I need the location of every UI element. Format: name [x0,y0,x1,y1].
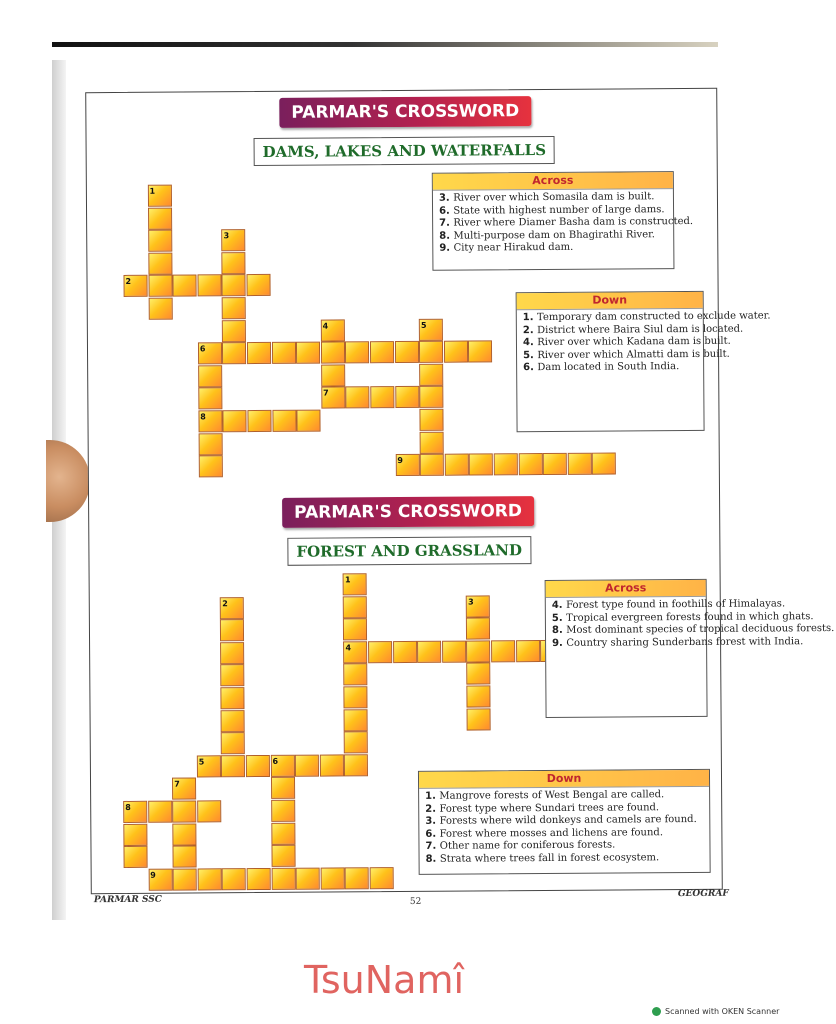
scanner-logo-icon [652,1007,661,1016]
clue-number-label: 3 [468,597,474,607]
crossword-cell [221,665,245,687]
scanner-credit [652,1007,779,1016]
clue-text: Forest type where Sundari trees are found. [439,801,660,815]
footer-left: PARMAR SSC [93,894,162,906]
clue-item [523,348,730,362]
crossword-cell [370,341,394,363]
crossword-cell [271,777,295,799]
crossword-cell [419,364,443,386]
crossword-cell [469,454,493,476]
clue-number-label: 5 [198,757,205,767]
crossword-cell [370,386,394,408]
clue-item [523,361,699,375]
crossword-cell [123,823,147,845]
crossword-cell [344,709,368,731]
crossword-cell [419,341,443,363]
crossword-cell [271,868,295,890]
crossword-cell [343,596,367,618]
clue-number-label: 4 [322,321,329,331]
crossword-cell [296,867,320,889]
crossword-cell [199,455,223,477]
clue-number-label: 5 [420,320,427,330]
crossword-cell [344,686,368,708]
crossword-cell [346,387,370,409]
clue-text: State with highest number of large dams. [453,203,665,217]
clue-item [425,789,705,803]
clue-item [551,610,814,625]
clue-number: 6. [523,362,538,374]
clue-number: 3. [438,192,454,204]
crossword-cell [221,687,245,709]
clue-number-label: 2 [125,277,132,287]
crossword-cell [419,386,443,408]
crossword-cell [197,868,221,890]
puzzle1-down-box [516,291,771,432]
crossword-cell [321,364,345,386]
crossword-cell [247,410,271,432]
crossword-cell [368,641,392,663]
crossword-cell [518,453,542,475]
crossword-cell [148,230,172,252]
clue-number-label: 1 [149,186,156,196]
crossword-cell [344,731,368,753]
clue-number-label: 2 [222,598,228,608]
scanner-text: Scanned with OKEN Scanner [665,1007,780,1016]
crossword-cell [197,800,221,822]
clue-text: Forests where wild donkeys and camels are found. [439,813,697,827]
puzzle2-across-box [545,579,835,718]
clue-text: River over which Kadana dam is built. [537,335,731,349]
puzzle2-across-list [546,597,835,652]
clue-number: 1. [522,312,538,324]
crossword-cell [344,754,368,776]
clue-number: 8. [551,624,567,636]
clue-text: Multi-purpose dam on Bhagirathi River. [453,228,656,242]
crossword-cell [247,868,271,890]
crossword-cell [491,640,515,662]
crossword-cell [393,641,417,663]
clue-text: Temporary dam constructed to exclude water. [537,310,771,324]
clue-text: River over which Almatti dam is built. [537,348,730,361]
puzzle2-down-box [418,769,711,875]
crossword-cell [344,664,368,686]
crossword-cell [246,274,270,296]
crossword-cell [445,454,469,476]
clue-number: 2. [522,324,538,336]
watermark-text: TsuNamî [303,958,465,1002]
crossword-cell [343,618,367,640]
clue-number-label: 4 [345,643,352,653]
crossword-cell [395,386,419,408]
clue-text: River over which Somasila dam is built. [453,191,655,204]
clue-number-label: 8 [125,802,131,812]
puzzle1-down-list [517,309,771,377]
crossword-cell [592,453,616,475]
puzzle1-banner: PARMAR'S CROSSWORD [279,96,531,128]
footer-right: GEOGRAF [677,888,729,900]
clue-number: 9. [552,637,567,649]
crossword-cell [222,868,246,890]
crossword-cell [123,846,147,868]
crossword-cell [442,640,466,662]
clue-text: Forest type found in foothills of Himalayas. [566,598,786,611]
puzzle2-banner: PARMAR'S CROSSWORD [282,496,534,528]
clue-item [426,851,706,865]
crossword-cell [173,846,197,868]
clue-number: 3. [425,815,440,827]
clue-number-label: 1 [344,575,351,585]
crossword-cell [345,867,369,889]
clue-item [439,241,669,255]
scan-top-edge [52,42,718,47]
crossword-cell [444,341,468,363]
crossword-cell [221,710,245,732]
crossword-cell [321,342,345,364]
clue-item [552,635,804,650]
crossword-cell [467,685,491,707]
crossword-cell [148,801,172,823]
crossword-cell [272,342,296,364]
book-page [85,88,835,907]
clue-text: Country sharing Sunderbans forest with India. [566,635,804,649]
clue-text: Other name for coniferous forests. [439,839,616,852]
crossword-cell [172,800,196,822]
crossword-cell [320,754,344,776]
crossword-cell [148,207,172,229]
clue-number: 9. [439,242,454,254]
crossword-cell [173,868,197,890]
clue-number: 8. [439,230,454,242]
crossword-cell [395,341,419,363]
clue-number: 4. [551,599,567,611]
crossword-cell [222,274,246,296]
crossword-cell [222,297,246,319]
clue-item [425,814,705,828]
clue-text: Most dominant species of tropical deciduous forests. [566,622,835,636]
clue-text: Strata where trees fall in forest ecosystem. [439,851,660,865]
crossword-cell [543,453,567,475]
crossword-cell [197,275,221,297]
crossword-cell [466,618,490,640]
clue-number-label: 8 [200,412,206,422]
clue-item [551,622,835,638]
crossword-cell [148,252,172,274]
crossword-cell [420,431,444,453]
crossword-cell [320,867,344,889]
crossword-cell [271,845,295,867]
clue-number: 7. [439,217,454,229]
crossword-cell [467,663,491,685]
crossword-cell [198,433,222,455]
crossword-cell [420,454,444,476]
crossword-cell [271,800,295,822]
clue-number-label: 7 [174,779,180,790]
clue-number-label: 9 [150,870,156,880]
crossword-cell [345,341,369,363]
crossword-cell [494,453,518,475]
clue-number-label: 6 [199,344,206,354]
puzzle1-down-heading: Down [517,292,703,310]
puzzle2-across-heading: Across [546,580,706,598]
clue-text: Tropical evergreen forests found in which ghats. [566,610,814,624]
crossword-cell [568,453,592,475]
crossword-cell [272,410,296,432]
clue-number: 2. [425,803,440,815]
page-number: 52 [409,896,422,907]
crossword-cell [420,409,444,431]
clue-number: 1. [425,790,440,802]
holding-thumb [46,440,90,522]
puzzle2-down-heading: Down [419,770,709,789]
crossword-cell [222,320,246,342]
crossword-cell [148,275,172,297]
crossword-cell [468,341,492,363]
clue-number-label: 7 [323,388,329,398]
crossword-cell [220,642,244,664]
puzzle1-subtitle: DAMS, LAKES AND WATERFALLS [254,136,556,166]
crossword-cell [516,640,540,662]
clue-text: Dam located in South India. [537,361,680,374]
clue-number: 6. [439,205,454,217]
crossword-cell [467,708,491,730]
crossword-cell [222,342,246,364]
puzzle1-across-list [433,189,694,257]
crossword-cell [271,822,295,844]
crossword-cell [198,388,222,410]
clue-number: 7. [425,840,440,852]
clue-item [522,335,731,350]
clue-number: 5. [551,612,567,624]
puzzle2-subtitle: FOREST AND GRASSLAND [287,536,531,566]
clue-number: 4. [522,337,538,349]
clue-item [522,310,771,325]
clue-number-label: 9 [397,456,403,466]
crossword-cell [417,641,441,663]
clue-number-label: 3 [223,231,230,241]
puzzle1-across-box [432,171,694,271]
crossword-cell [223,410,247,432]
crossword-cell [198,365,222,387]
clue-text: District where Baira Siul dam is located. [537,323,744,336]
crossword-cell [221,732,245,754]
clue-number-label: 6 [272,756,279,766]
clue-text: Mangrove forests of West Bengal are called. [439,789,665,802]
crossword-cell [466,640,490,662]
clue-item [522,323,744,337]
crossword-cell [296,342,320,364]
clue-text: City near Hirakud dam. [453,241,574,254]
crossword-cell [297,410,321,432]
clue-item [439,229,669,243]
crossword-cell [295,754,319,776]
crossword-cell [247,342,271,364]
crossword-cell [220,619,244,641]
crossword-cell [221,755,245,777]
clue-text: Forest where mosses and lichens are found. [439,826,664,840]
crossword-cell [148,298,172,320]
crossword-cell [222,252,246,274]
puzzle1-across-heading: Across [433,172,673,191]
crossword-cell [173,823,197,845]
clue-item [551,598,786,613]
puzzle2-down-list [419,787,710,868]
clue-number: 6. [425,828,440,840]
crossword-cell [246,755,270,777]
clue-number: 5. [523,349,538,361]
crossword-cell [173,275,197,297]
clue-number: 8. [425,853,440,865]
clue-text: River where Diamer Basha dam is constructed. [453,215,694,229]
crossword-cell [370,867,394,889]
